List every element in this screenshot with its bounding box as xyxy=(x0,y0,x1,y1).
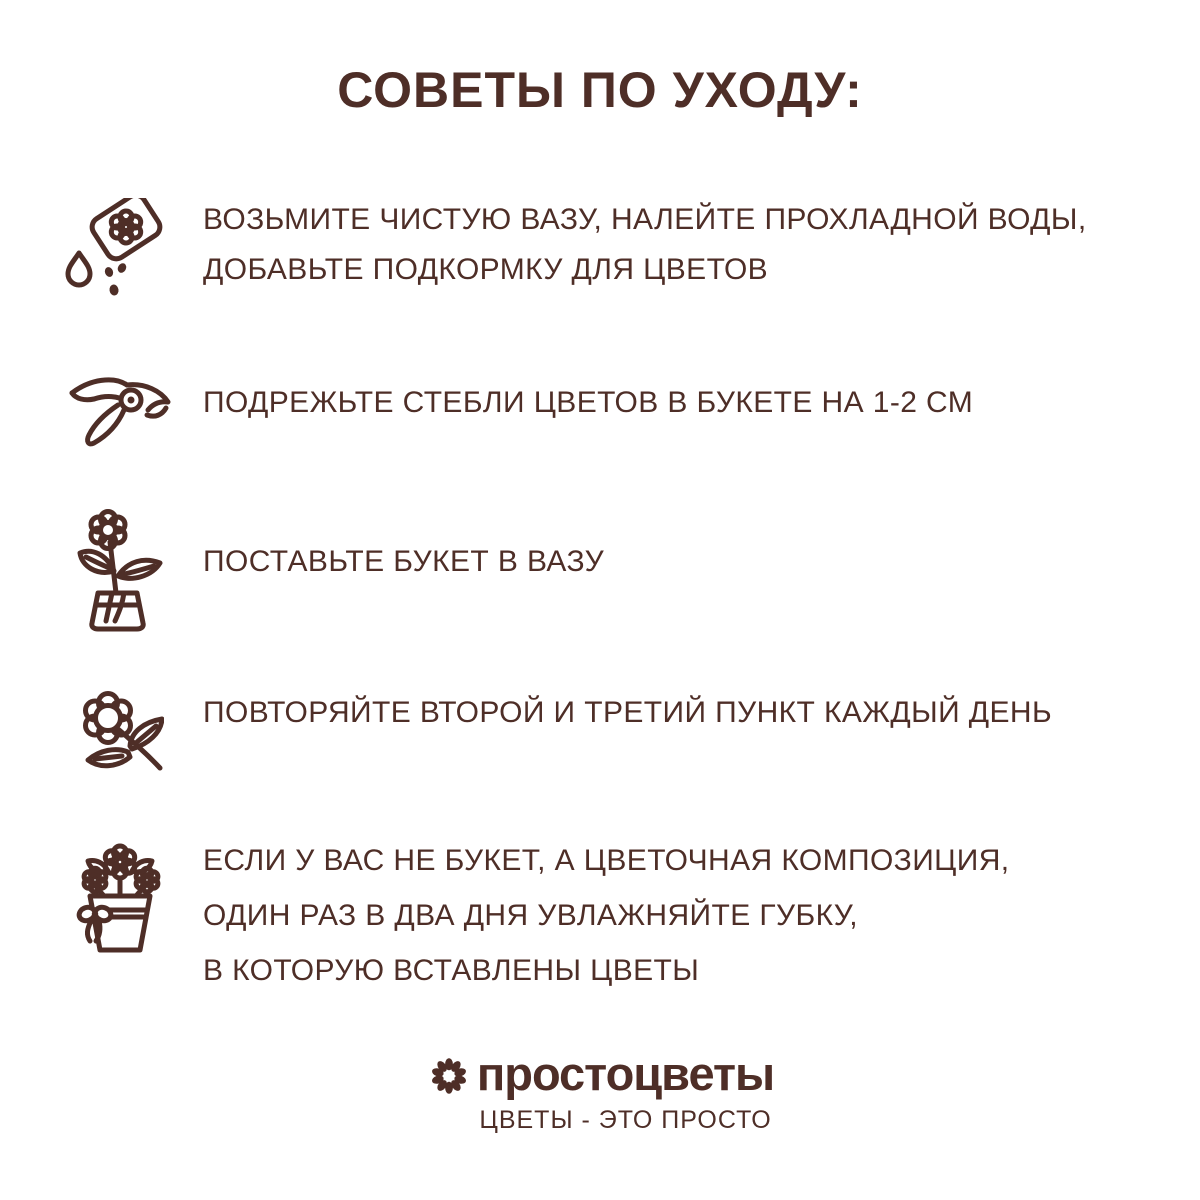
footer-brand-block xyxy=(0,1047,1200,1134)
tip-line: ПОДРЕЖЬТЕ СТЕБЛИ ЦВЕТОВ В БУКЕТЕ НА 1-2 СМ xyxy=(203,386,974,419)
fertilizer-packet-water-drop-icon xyxy=(62,198,180,303)
care-tip-2-text xyxy=(203,378,973,428)
care-tip-5-text xyxy=(203,833,1010,998)
tip-line: ОДИН РАЗ В ДВА ДНЯ УВЛАЖНЯЙТЕ ГУБКУ, xyxy=(203,899,858,932)
page-title: СОВЕТЫ ПО УХОДУ: xyxy=(337,62,863,118)
flower-in-vase-icon xyxy=(72,508,168,632)
care-tip-1-text xyxy=(203,195,1087,295)
flower-pot-with-bow-icon xyxy=(68,838,172,964)
brand-tagline: ЦВЕТЫ - ЭТО ПРОСТО xyxy=(479,1106,772,1134)
tip-line: ВОЗЬМИТЕ ЧИСТУЮ ВАЗУ, НАЛЕЙТЕ ПРОХЛАДНОЙ ВОДЫ, xyxy=(203,203,1087,236)
pruning-shears-icon xyxy=(63,372,177,452)
care-tip-3-text xyxy=(203,537,604,587)
tip-line: ПОВТОРЯЙТЕ ВТОРОЙ И ТРЕТИЙ ПУНКТ КАЖДЫЙ ДЕНЬ xyxy=(203,696,1053,729)
flower-icon xyxy=(78,688,164,780)
tip-line: ЕСЛИ У ВАС НЕ БУКЕТ, А ЦВЕТОЧНАЯ КОМПОЗИЦИЯ, xyxy=(203,844,1010,877)
care-tip-4-text xyxy=(203,688,1052,738)
tip-line: ПОСТАВЬТЕ БУКЕТ В ВАЗУ xyxy=(203,545,605,578)
tip-line: В КОТОРУЮ ВСТАВЛЕНЫ ЦВЕТЫ xyxy=(203,954,700,987)
tip-line: ДОБАВЬТЕ ПОДКОРМКУ ДЛЯ ЦВЕТОВ xyxy=(203,253,769,286)
brand-name: простоцветы xyxy=(476,1047,775,1100)
flower-petals-logo-icon xyxy=(426,1053,472,1099)
